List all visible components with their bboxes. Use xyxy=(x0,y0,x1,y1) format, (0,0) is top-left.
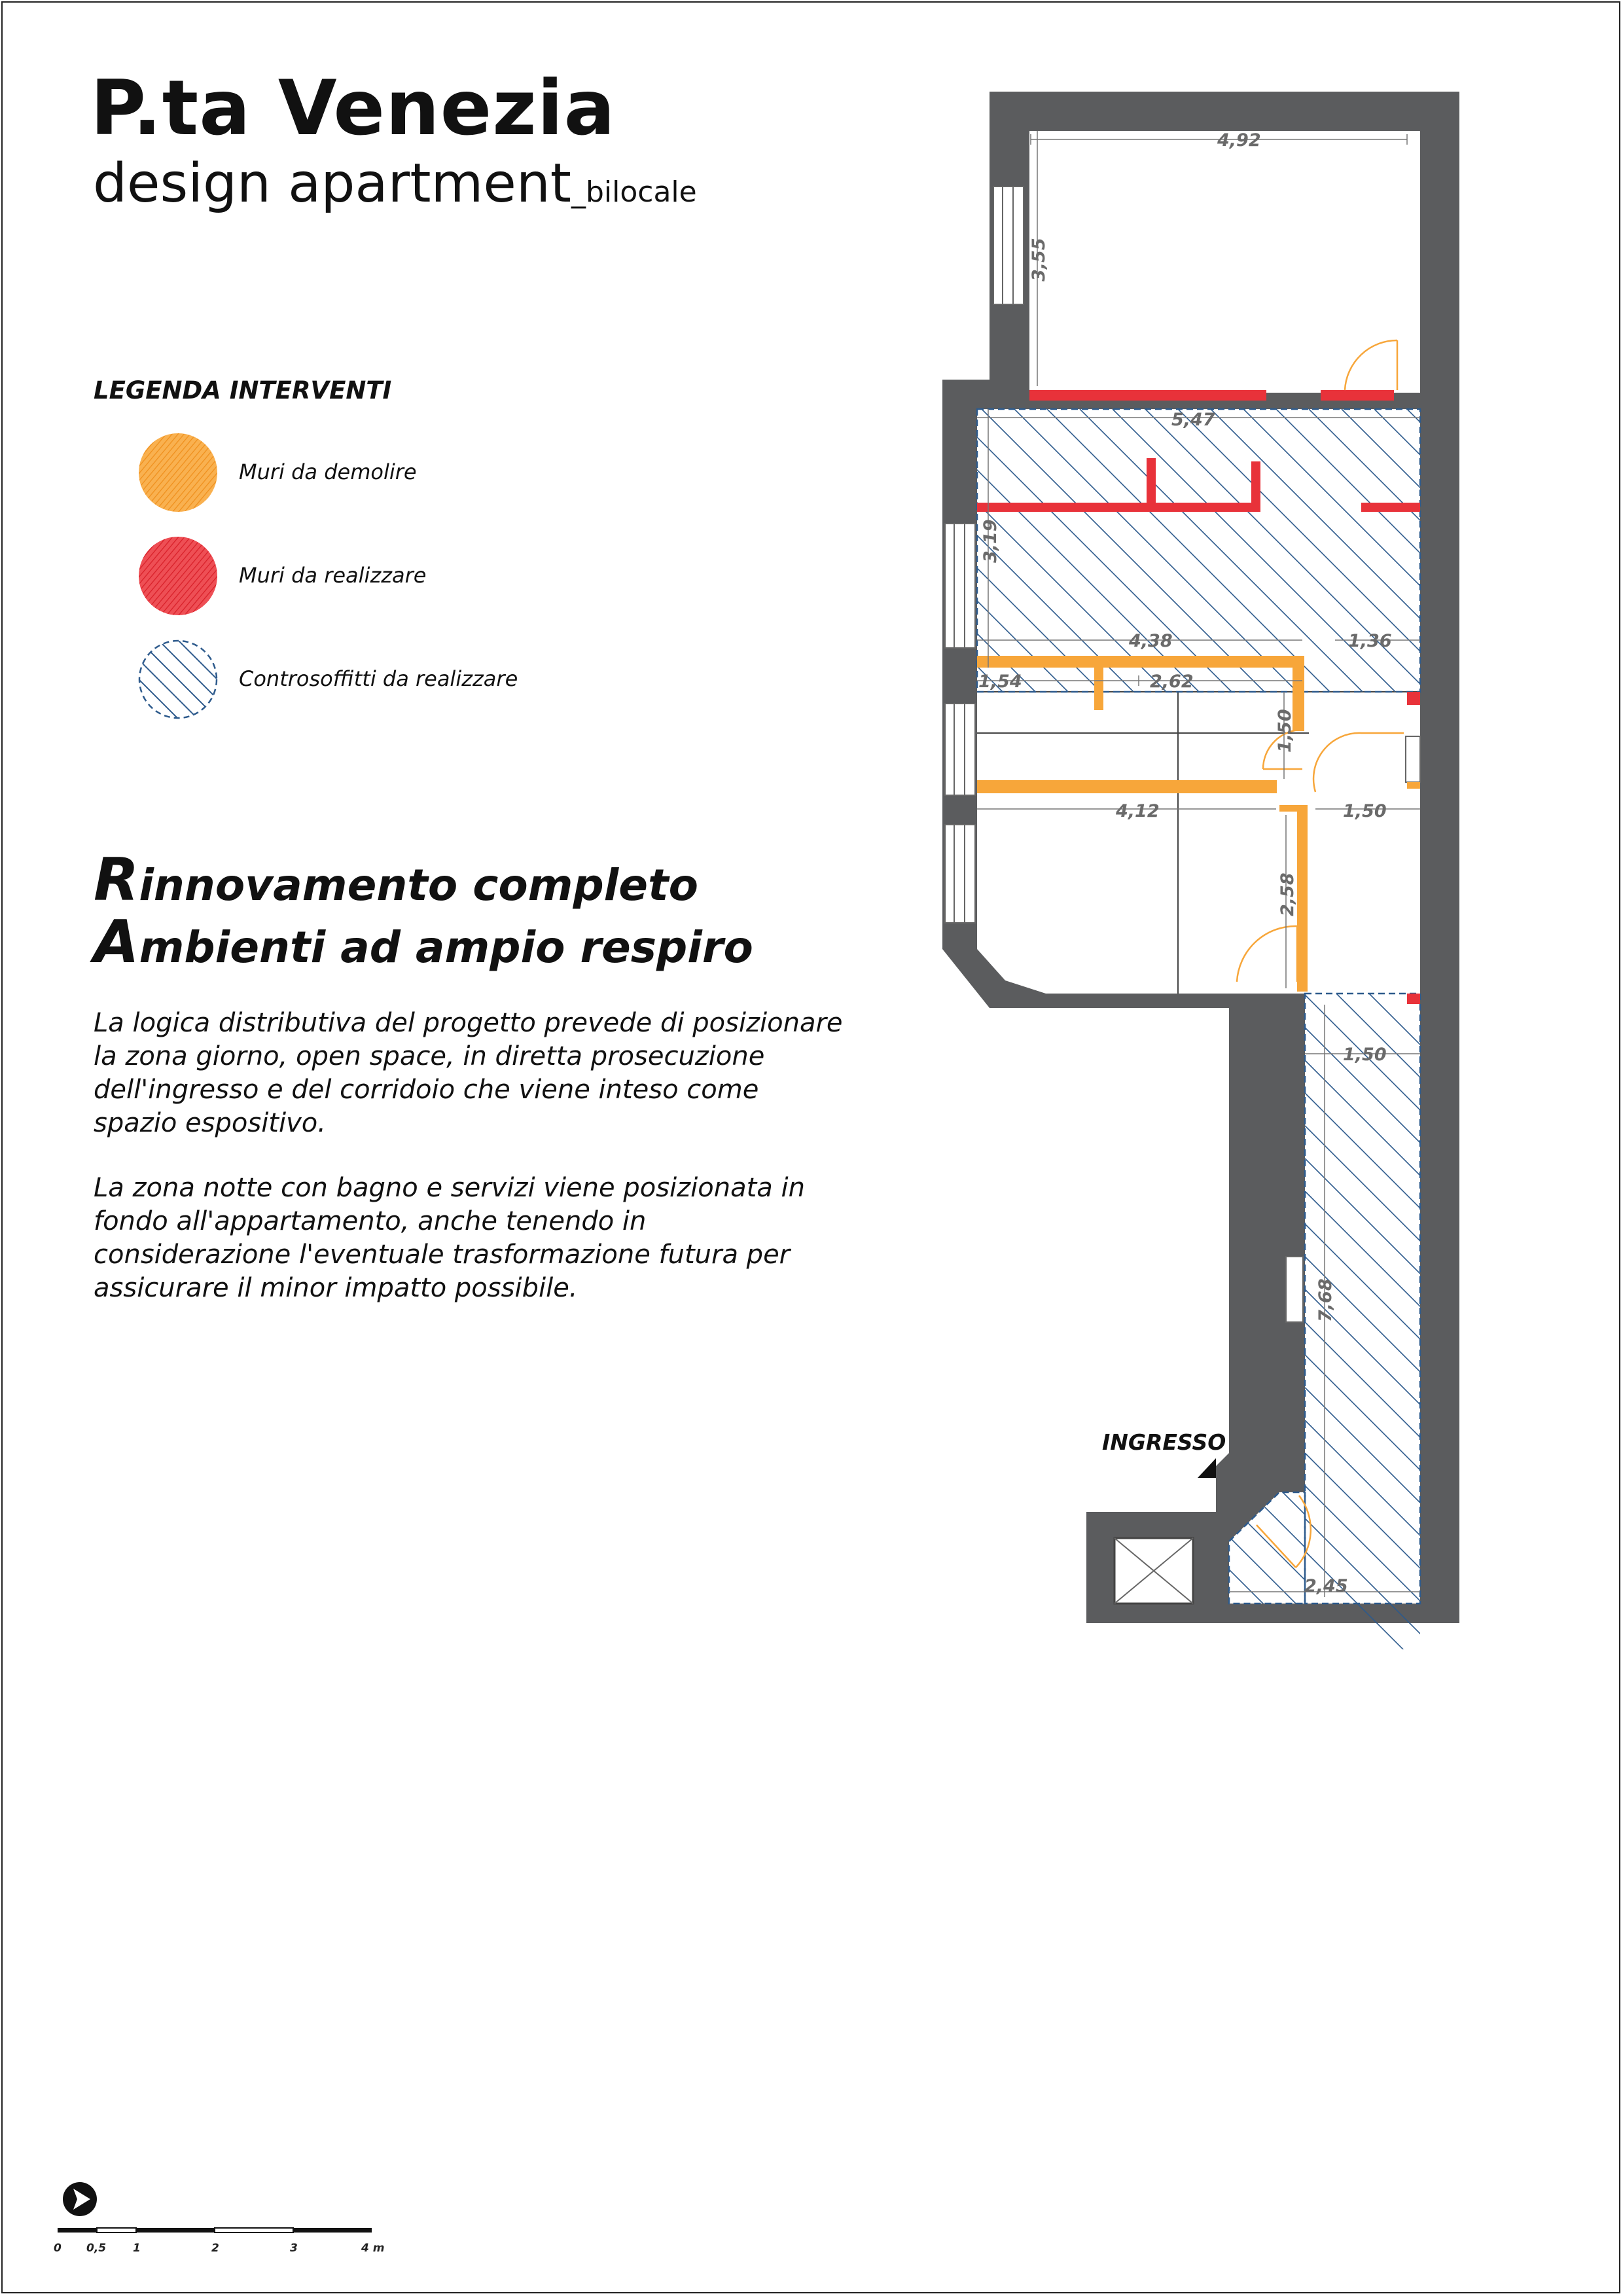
legend-label-ceiling: Controsoffitti da realizzare xyxy=(239,666,518,691)
demolish-wall-1 xyxy=(977,656,1304,668)
headline-cap-1: R xyxy=(94,846,139,914)
room-bed xyxy=(977,944,1420,994)
headline-cap-2: A xyxy=(94,908,139,977)
legend-item-demolish xyxy=(137,432,792,513)
legend-swatch-demolish xyxy=(137,432,219,513)
north-arrow-icon xyxy=(63,2182,97,2216)
headline-rest-1: innovamento completo xyxy=(139,860,698,910)
dim-top-height: 3,55 xyxy=(1029,238,1049,281)
legend-item-build xyxy=(137,535,792,617)
demolish-wall-7 xyxy=(1407,782,1420,789)
window-5 xyxy=(1286,1257,1303,1322)
dim-bed-side: 1,50 xyxy=(1343,801,1387,821)
demolish-wall-3 xyxy=(1094,658,1103,710)
dim-living-height: 3,19 xyxy=(980,519,1001,563)
dim-living-inner: 4,38 xyxy=(1129,631,1173,651)
legend-swatch-ceiling xyxy=(137,639,219,720)
dim-bath-a: 1,54 xyxy=(978,672,1022,692)
build-wall-1 xyxy=(1029,390,1266,401)
window-3 xyxy=(945,704,975,795)
dim-bath-height: 1,50 xyxy=(1275,709,1295,753)
dim-entry-width: 2,45 xyxy=(1304,1576,1348,1596)
dim-living-side: 1,36 xyxy=(1348,631,1392,651)
demolish-wall-5 xyxy=(1297,805,1308,992)
scale-tick-4: 4 m xyxy=(361,2242,385,2255)
legend-item-ceiling xyxy=(137,639,792,720)
build-wall-5 xyxy=(1251,461,1260,512)
legend-label-demolish: Muri da demolire xyxy=(239,459,417,484)
headline-rest-2: mbienti ad ampio respiro xyxy=(139,922,753,973)
description-paragraph-2: La zona notte con bagno e servizi viene posizionata in fondo all'appartamento, anche tenendo in considerazione l'eventuale trasformazione futura per assicurare il minor impatto possibile. xyxy=(94,1173,805,1303)
scale-tick-05: 0,5 xyxy=(86,2242,107,2255)
window-6 xyxy=(1406,736,1420,782)
build-wall-2 xyxy=(1321,390,1394,401)
dim-bed-height: 2,58 xyxy=(1277,872,1298,916)
build-wall-7 xyxy=(1407,692,1420,705)
subtitle-suffix: _bilocale xyxy=(571,175,697,209)
dim-top-width: 4,92 xyxy=(1217,130,1261,151)
window-4 xyxy=(945,825,975,923)
demolish-wall-4 xyxy=(977,780,1277,793)
interior-rooms xyxy=(977,131,1420,1604)
headline-line-2 xyxy=(94,908,753,977)
scale-tick-3: 3 xyxy=(290,2242,298,2255)
subtitle-main: design apartment xyxy=(93,152,571,215)
scale-tick-1: 1 xyxy=(133,2242,141,2255)
floor-plan xyxy=(916,79,1479,1649)
legend-label-build: Muri da realizzare xyxy=(239,563,427,588)
headline-line-1 xyxy=(94,846,698,914)
build-wall-4 xyxy=(1147,458,1156,511)
window-1 xyxy=(993,187,1024,304)
scale-tick-2: 2 xyxy=(211,2242,219,2255)
legend-swatch-build xyxy=(137,535,219,617)
scale-tick-0: 0 xyxy=(54,2242,62,2255)
window-2 xyxy=(945,524,975,648)
page-subtitle xyxy=(93,152,697,215)
shaft xyxy=(1115,1538,1193,1604)
dim-living-width: 5,47 xyxy=(1171,410,1215,430)
build-wall-8 xyxy=(1407,994,1420,1004)
scale-bar xyxy=(52,2179,419,2265)
dim-bed-width: 4,12 xyxy=(1116,801,1160,821)
legend-title: LEGENDA INTERVENTI xyxy=(94,376,392,404)
page-title: P.ta Venezia xyxy=(90,64,616,152)
description-paragraph-1: La logica distributiva del progetto prevede di posizionare la zona giorno, open space, in diretta prosecuzione dell'ingresso e del corridoio che viene inteso come spazio espositivo. xyxy=(94,1008,843,1138)
dim-bath-b: 2,62 xyxy=(1150,672,1194,692)
entrance-arrow-icon xyxy=(1198,1458,1216,1478)
dim-corridor-length: 7,68 xyxy=(1315,1278,1336,1322)
dim-corridor-width: 1,50 xyxy=(1343,1045,1387,1065)
build-wall-6 xyxy=(1361,503,1420,512)
demolish-wall-6 xyxy=(1279,805,1308,812)
scale-segments xyxy=(58,2228,372,2233)
build-wall-3 xyxy=(977,503,1252,512)
entrance-label: INGRESSO xyxy=(1102,1429,1226,1455)
